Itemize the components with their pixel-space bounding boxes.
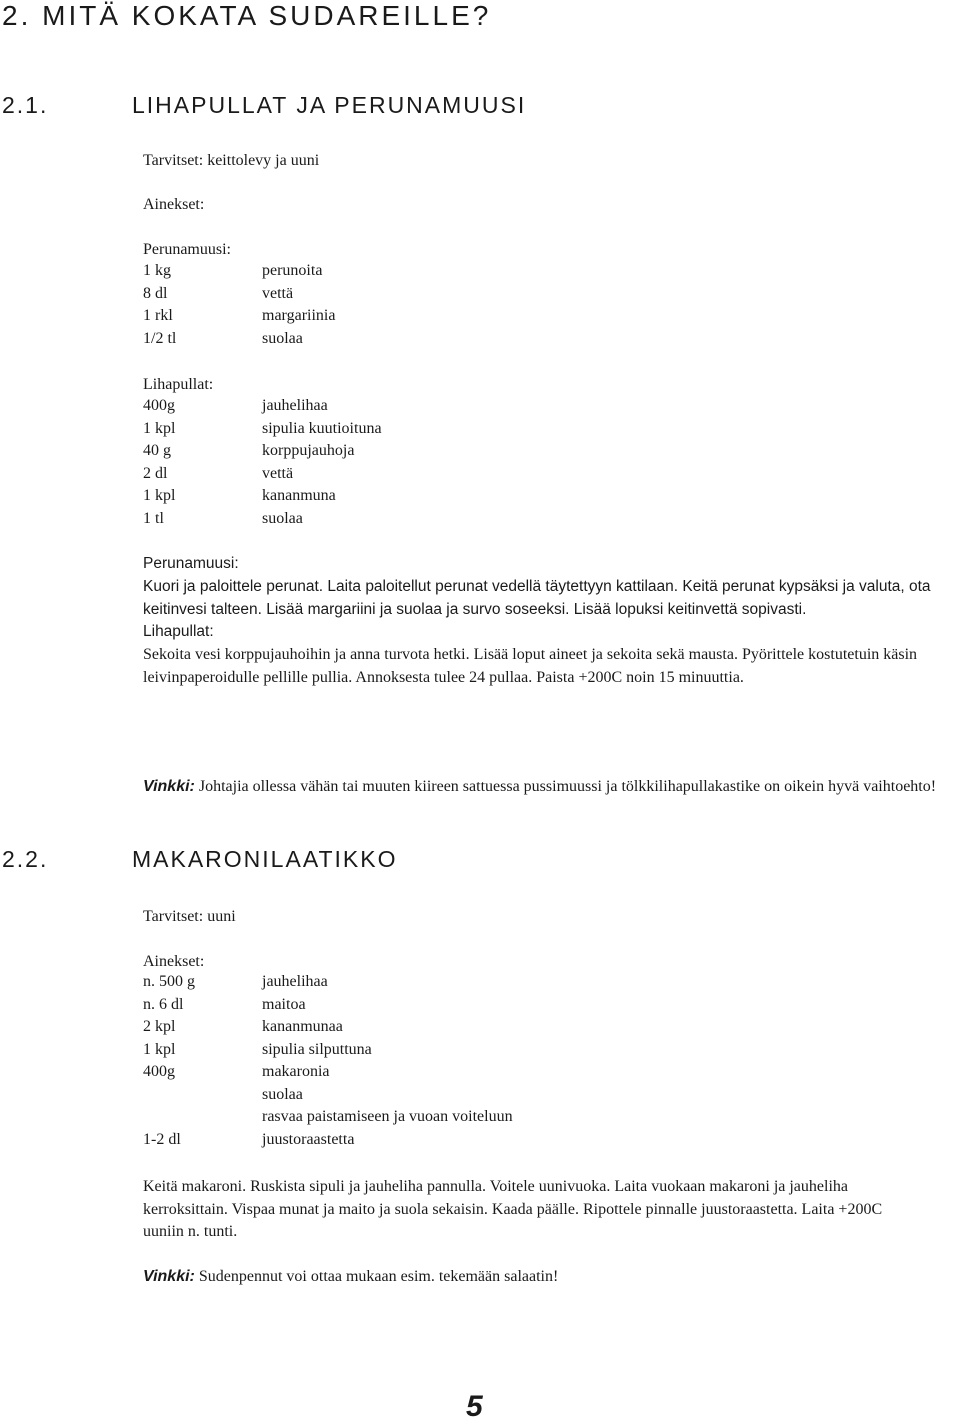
ingredient-amount: 400g (143, 1063, 175, 1080)
tip-text: Sudenpennut voi ottaa mukaan esim. tekemään salaatin! (194, 1268, 559, 1285)
ingredient-item: sipulia silputtuna (262, 1040, 372, 1058)
ingredient-amount: 1 kpl (143, 1040, 176, 1058)
ingredient-item: jauhelihaa (262, 397, 328, 414)
ingredient-amount: 1 kpl (143, 419, 176, 437)
ingredient-item: kananmunaa (262, 1018, 343, 1035)
step-title: Lihapullat: (143, 623, 214, 640)
section-number: 2.1. (2, 92, 49, 118)
ingredient-item: makaronia (262, 1063, 330, 1080)
ingredient-amount: n. 500 g (143, 973, 195, 990)
tip-paragraph (143, 1266, 953, 1289)
ingredient-amount: 1 tl (143, 509, 164, 527)
ingredient-item: rasvaa paistamiseen ja vuoan voiteluun (262, 1108, 513, 1125)
tools-line: Tarvitset: keittolevy ja uuni (143, 152, 320, 169)
ingredients-heading: Ainekset: (143, 953, 205, 970)
instructions-text: Keitä makaroni. Ruskista sipuli ja jauheliha pannulla. Voitele uunivuoka. Laita vuokaan makaroni ja jauheliha kerroksittain. Vispaa munat ja maito ja suola sekaisin. Kaada päälle. Ripottele pinnalle juustoraastetta. Laita +200C uuniin n. tunti. (143, 1178, 883, 1240)
ingredient-amount: 1 kpl (143, 487, 176, 504)
ingredient-item: margariinia (262, 307, 336, 324)
step-text: Sekoita vesi korppujauhoihin ja anna turvota hetki. Lisää loput aineet ja sekoita sekä mausta. Pyörittele kostutetuin käsin leivinpaperoidulle pellille pullia. Annoksesta tulee 24 pullaa. Paista +200C noin 15 minuuttia. (143, 646, 918, 686)
ingredient-item: vettä (262, 464, 294, 482)
step-text: Kuori ja paloittele perunat. Laita paloitellut perunat vedellä täytettyyn kattilaan. Keitä perunat kypsäksi ja valuta, ota keitinvesi talteen. Lisää margariini ja suolaa ja survo soseeksi. Lisää lopuksi keitinvettä sopivasti. (143, 578, 931, 618)
ingredient-item: maitoa (262, 995, 306, 1013)
recipe-heading-makaronilaatikko (2, 846, 702, 876)
ingredient-amount: 2 dl (143, 464, 168, 482)
ingredient-list-makaronilaatikko (0, 973, 960, 1153)
tip-label: Vinkki: (143, 778, 195, 795)
ingredient-amount: 400g (143, 397, 175, 414)
ingredients-heading: Ainekset: (143, 196, 205, 213)
tip-text: Johtajia ollessa vähän tai muuten kiireen sattuessa pussimuussi ja tölkkilihapullakastike on oikein hyvä vaihtoehto! (194, 778, 937, 795)
ingredient-amount: 8 dl (143, 284, 168, 302)
ingredient-list-lihapullat (0, 397, 960, 532)
section-title: LIHAPULLAT JA PERUNAMUUSI (132, 92, 527, 118)
ingredient-amount: 2 kpl (143, 1018, 176, 1035)
ingredient-item: jauhelihaa (262, 973, 328, 990)
section-title: MAKARONILAATIKKO (132, 846, 398, 872)
ingredient-amount: 1/2 tl (143, 329, 177, 347)
ingredient-amount: n. 6 dl (143, 995, 184, 1013)
page-number: 5 (466, 1390, 483, 1423)
ingredient-group-title: Lihapullat: (143, 376, 214, 393)
ingredient-item: korppujauhoja (262, 442, 355, 459)
tip-paragraph (143, 776, 943, 799)
ingredient-item: kananmuna (262, 487, 336, 504)
ingredient-item: suolaa (262, 509, 303, 527)
ingredient-amount: 40 g (143, 442, 171, 459)
tip-label: Vinkki: (143, 1268, 195, 1285)
ingredient-list-perunamuusi (0, 262, 960, 352)
tools-line: Tarvitset: uuni (143, 908, 236, 925)
section-number: 2.2. (2, 846, 49, 872)
recipe-heading-lihapullat (2, 92, 702, 122)
ingredient-group-title: Perunamuusi: (143, 241, 231, 258)
ingredient-item: suolaa (262, 329, 303, 347)
ingredient-item: vettä (262, 284, 294, 302)
step-title: Perunamuusi: (143, 555, 239, 572)
ingredient-item: suolaa (262, 1085, 303, 1103)
chapter-title: 2. MITÄ KOKATA SUDAREILLE? (2, 0, 492, 31)
ingredient-amount: 1 kg (143, 262, 171, 279)
ingredient-item: sipulia kuutioituna (262, 419, 382, 437)
ingredient-item: juustoraastetta (262, 1130, 355, 1148)
ingredient-amount: 1-2 dl (143, 1130, 181, 1148)
ingredient-item: perunoita (262, 262, 323, 279)
ingredient-amount: 1 rkl (143, 307, 173, 324)
